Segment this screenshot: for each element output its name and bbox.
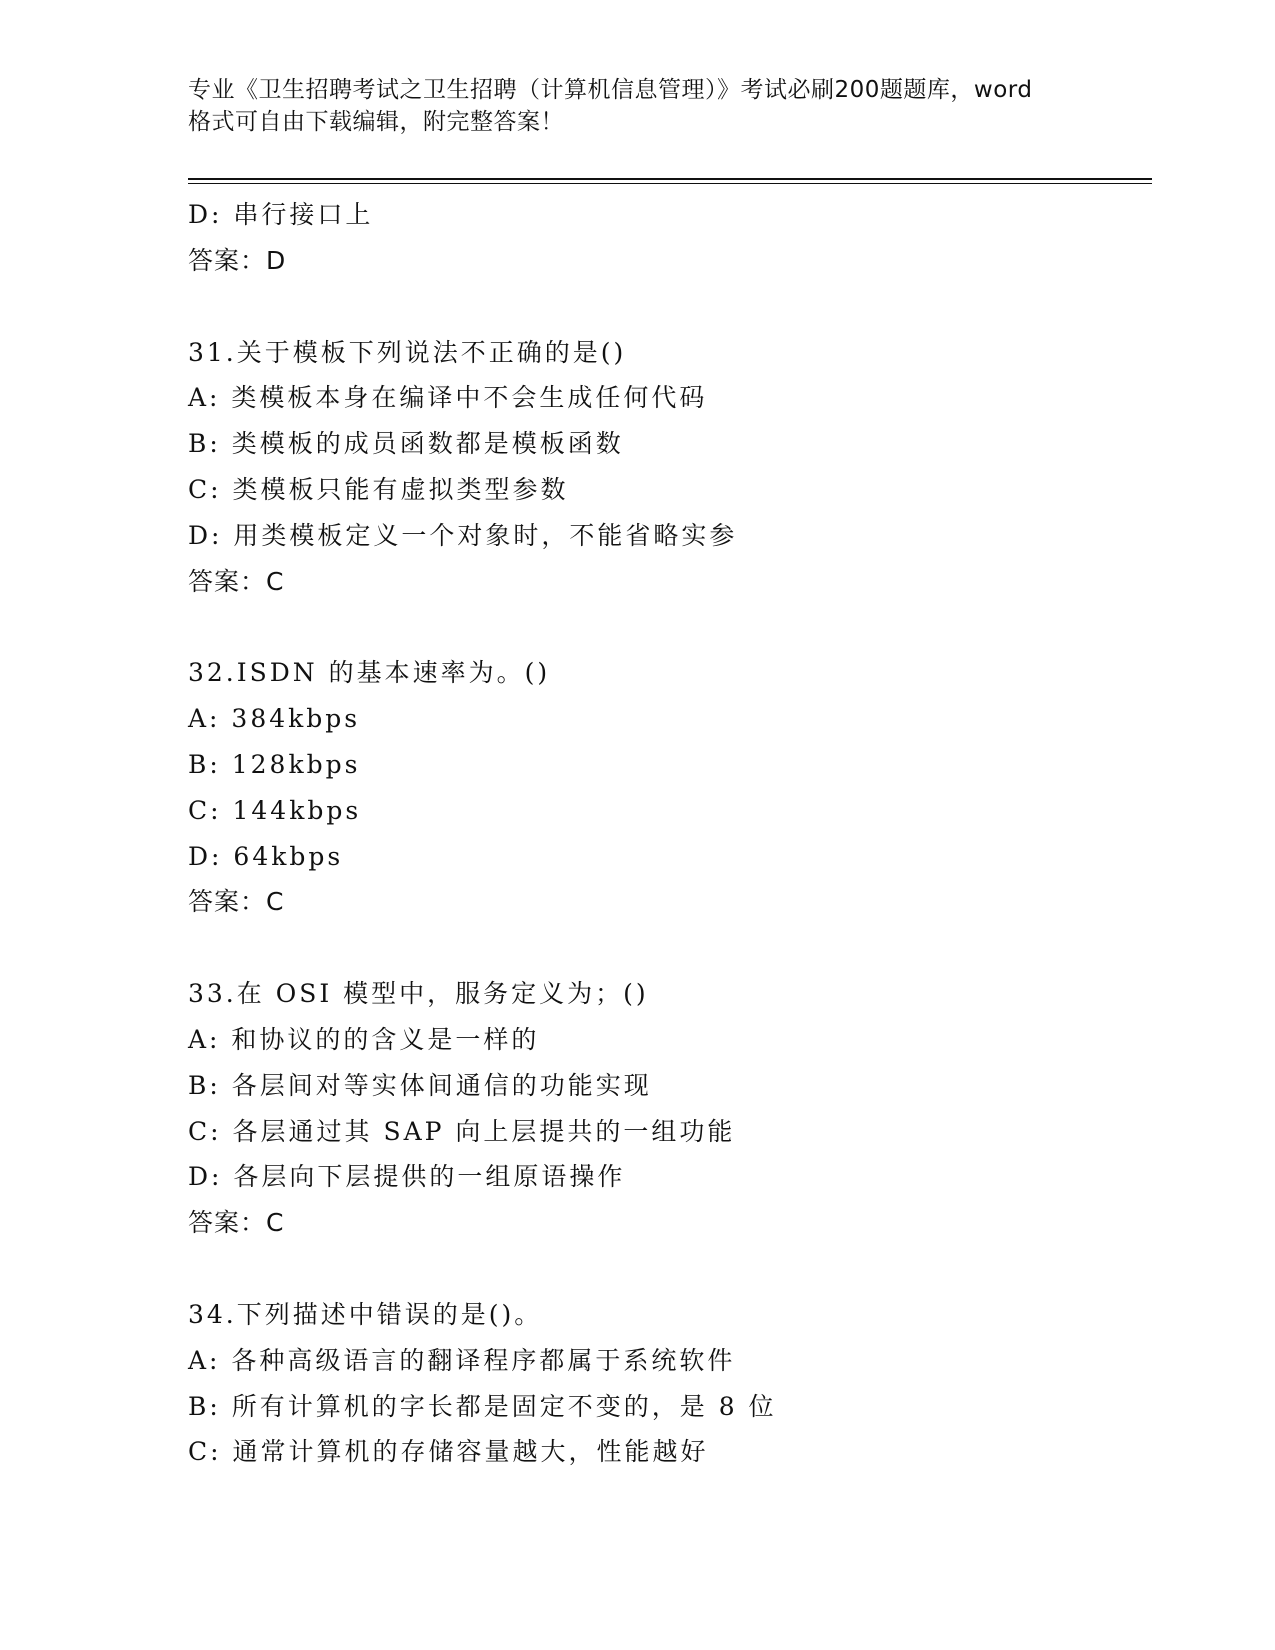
question-spacer — [188, 284, 1152, 330]
question-list — [188, 192, 1152, 1475]
answer-line: 答案：C — [188, 1208, 285, 1238]
header-divider-thick — [188, 178, 1152, 180]
question-stem: 32.ISDN 的基本速率为。() — [188, 658, 551, 688]
header-divider-thin — [188, 183, 1152, 184]
option-c: C: 通常计算机的存储容量越大，性能越好 — [188, 1437, 709, 1467]
answer-line: 答案：C — [188, 887, 285, 917]
option-b: B: 各层间对等实体间通信的功能实现 — [188, 1070, 652, 1100]
question-34 — [188, 1292, 1152, 1475]
answer-line: 答案：C — [188, 566, 285, 596]
question-spacer — [188, 604, 1152, 650]
question-spacer — [188, 1246, 1152, 1292]
option-d: D: 用类模板定义一个对象时，不能省略实参 — [188, 520, 738, 550]
question-32 — [188, 650, 1152, 925]
header-title-line-1: 专业《卫生招聘考试之卫生招聘（计算机信息管理）》考试必刷200题题库，word — [188, 77, 1033, 103]
previous-question-tail — [188, 192, 1152, 284]
option-a: A: 类模板本身在编译中不会生成任何代码 — [188, 383, 708, 413]
option-a: A: 各种高级语言的翻译程序都属于系统软件 — [188, 1345, 736, 1375]
question-stem: 34.下列描述中错误的是()。 — [188, 1299, 543, 1329]
option-b: B: 128kbps — [188, 749, 361, 779]
question-stem: 31.关于模板下列说法不正确的是() — [188, 337, 627, 367]
answer-line: 答案：D — [188, 245, 287, 275]
question-stem: 33.在 OSI 模型中，服务定义为；() — [188, 979, 649, 1009]
option-c: C: 类模板只能有虚拟类型参数 — [188, 474, 569, 504]
option-a: A: 384kbps — [188, 704, 361, 734]
option-a: A: 和协议的的含义是一样的 — [188, 1024, 540, 1054]
option-c: C: 各层通过其 SAP 向上层提共的一组功能 — [188, 1116, 736, 1146]
question-spacer — [188, 925, 1152, 971]
option-d: D: 各层向下层提供的一组原语操作 — [188, 1162, 626, 1192]
option-d: D: 串行接口上 — [188, 200, 374, 229]
header-title-line-2: 格式可自由下载编辑，附完整答案！ — [188, 109, 564, 135]
option-b: B: 类模板的成员函数都是模板函数 — [188, 429, 624, 459]
option-b: B: 所有计算机的字长都是固定不变的，是 8 位 — [188, 1391, 777, 1421]
question-31 — [188, 330, 1152, 605]
question-33 — [188, 971, 1152, 1246]
option-d: D: 64kbps — [188, 841, 344, 871]
document-header — [188, 74, 1088, 138]
option-c: C: 144kbps — [188, 795, 362, 825]
